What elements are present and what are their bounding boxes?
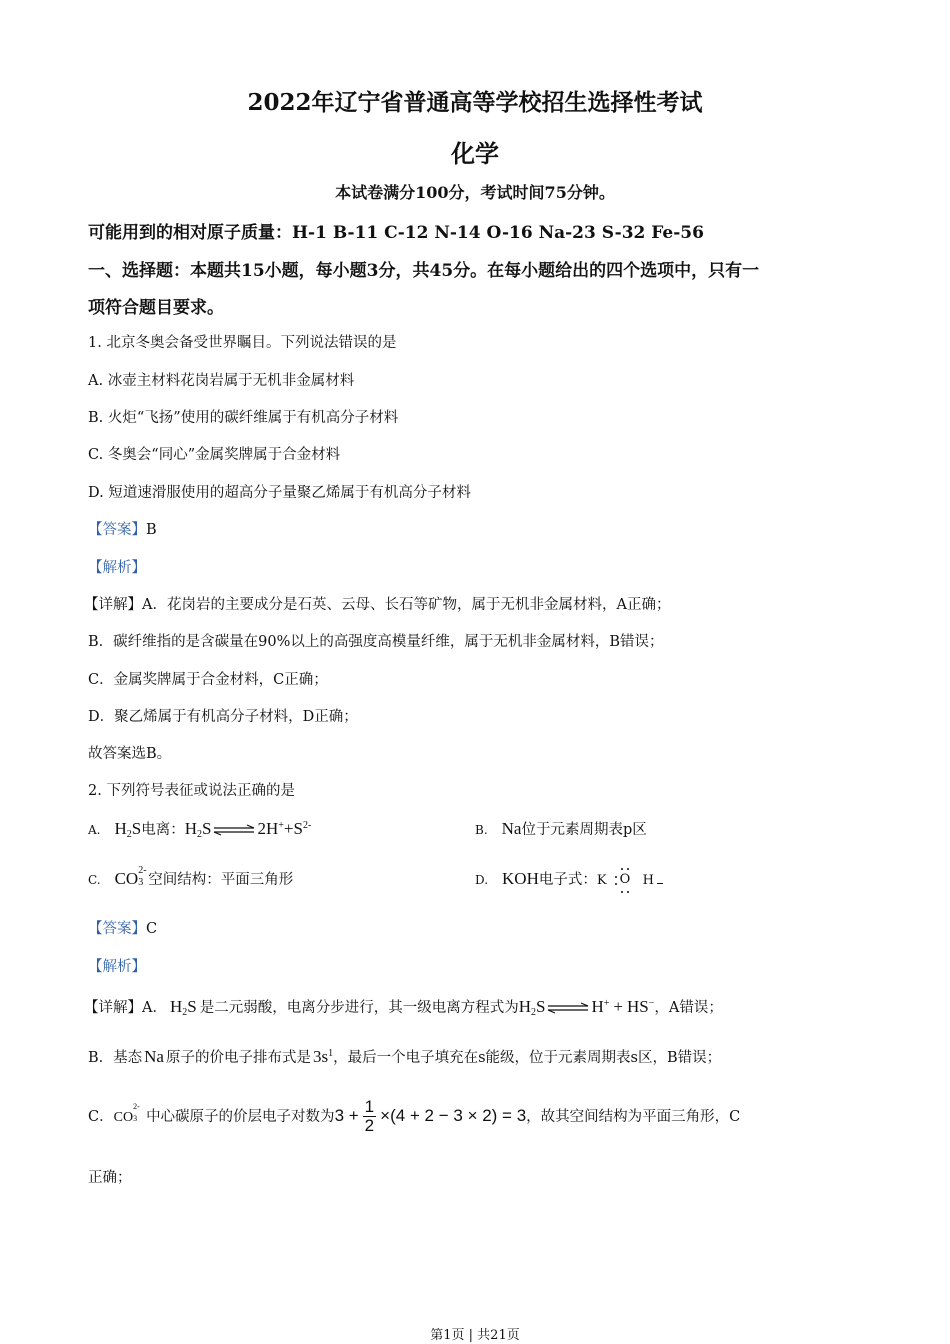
q1-detail-d: D．聚乙烯属于有机高分子材料，D正确； <box>88 709 358 725</box>
q2-option-a <box>88 818 311 840</box>
q1-analysis-tag: 【解析】 <box>88 560 146 576</box>
q2-stem: 2. 下列符号表征或说法正确的是 <box>88 783 295 799</box>
option-text: 位于元素周期表p区 <box>521 822 647 838</box>
q2-option-c <box>88 865 294 889</box>
detail-tag: 【详解】 <box>84 1000 142 1016</box>
q2-detail-b: B．基态 Na 原子的价电子排布式是 $3s^1$，最后一个电子填充在s能级，位于元素周期表s区，B错误； <box>88 1047 722 1066</box>
equation: $H_2S$ $2H^++S^{2-}$ <box>184 819 312 840</box>
equilibrium-arrow-icon <box>547 1002 589 1014</box>
q1-detail-b: B．碳纤维指的是含碳量在90%以上的高强度高模量纤维，属于无机非金属材料，B错误； <box>88 634 664 650</box>
q1-option-b: B. 火炬“飞扬”使用的碳纤维属于有机高分子材料 <box>88 410 399 426</box>
formula: CO 2- 3 <box>114 865 147 888</box>
answer-value: C <box>146 921 158 937</box>
valence-expression: 3 + $\frac{1}{2}$ ×(4 + 2 − 3 × 2) = 3 <box>334 1097 527 1135</box>
q2-detail-a: 【详解】A． $H_2S$ 是二元弱酸，电离分步进行，其一级电离方程式为$H_2S$ H+ + HS−，A错误； <box>84 997 723 1018</box>
formula: Na <box>501 819 522 838</box>
option-text: 电离： <box>141 822 185 838</box>
subject-title: 化学 <box>451 139 499 168</box>
q1-detail-a <box>84 593 670 614</box>
q2-option-b <box>475 818 647 839</box>
section-heading-line2: 项符合题目要求。 <box>88 298 224 318</box>
detail-text: A．花岗岩的主要成分是石英、云母、长石等矿物，属于无机非金属材料，A正确； <box>142 597 671 613</box>
detail-tag: 【详解】 <box>84 597 142 613</box>
q1-conclusion: 故答案选B。 <box>88 746 172 762</box>
formula: KOH <box>502 869 539 888</box>
option-text: 空间结构：平面三角形 <box>148 872 294 888</box>
option-text: 电子式： <box>538 872 597 888</box>
formula: $H_2S$ <box>114 819 142 840</box>
page-footer: 第1页 | 共21页 <box>430 1328 520 1343</box>
answer-tag: 【答案】 <box>88 921 146 937</box>
atomic-mass-line: 可能用到的相对原子质量：H-1 B-11 C-12 N-14 O-16 Na-23 S-32 Fe-56 <box>88 223 704 243</box>
answer-tag: 【答案】 <box>88 522 146 538</box>
q1-option-c: C. 冬奥会“同心”金属奖牌属于合金材料 <box>88 447 341 463</box>
equation: $H_2S$ H+ + HS− <box>518 997 655 1018</box>
electron-dots-icon: O <box>607 871 643 891</box>
q1-detail-c: C．金属奖牌属于合金材料，C正确； <box>88 672 328 688</box>
q1-option-d: D. 短道速滑服使用的超高分子量聚乙烯属于有机高分子材料 <box>88 485 471 501</box>
section-heading-line1: 一、选择题：本题共15小题，每小题3分，共45分。在每小题给出的四个选项中，只有一 <box>88 261 760 281</box>
option-label: D. <box>475 873 489 887</box>
fraction: $\frac{1}{2}$ <box>364 1097 375 1135</box>
answer-value: B <box>146 522 157 538</box>
equilibrium-arrow-icon <box>213 824 255 836</box>
option-label: A. <box>88 823 101 837</box>
electron-formula: K O H <box>597 873 663 888</box>
q1-answer <box>88 518 157 539</box>
q1-option-a: A. 冰壶主材料花岗岩属于无机非金属材料 <box>88 373 355 389</box>
q2-detail-c: C．CO 2- 3 中心碳原子的价层电子对数为3 + $\frac{1}{2}$ ×(4 + 2 − 3 × 2) = 3，故其空间结构为平面三角形，C <box>88 1097 741 1135</box>
q2-analysis-tag: 【解析】 <box>88 959 146 975</box>
option-label: C. <box>88 873 101 887</box>
q1-stem: 1. 北京冬奥会备受世界瞩目。下列说法错误的是 <box>88 335 397 351</box>
q2-detail-c-cont: 正确； <box>88 1170 132 1186</box>
q2-answer <box>88 917 157 938</box>
exam-title: 2022年辽宁省普通高等学校招生选择性考试 <box>247 89 703 116</box>
option-label: B. <box>475 823 488 837</box>
exam-info: 本试卷满分100分，考试时间75分钟。 <box>335 183 615 202</box>
q2-option-d <box>475 868 663 891</box>
